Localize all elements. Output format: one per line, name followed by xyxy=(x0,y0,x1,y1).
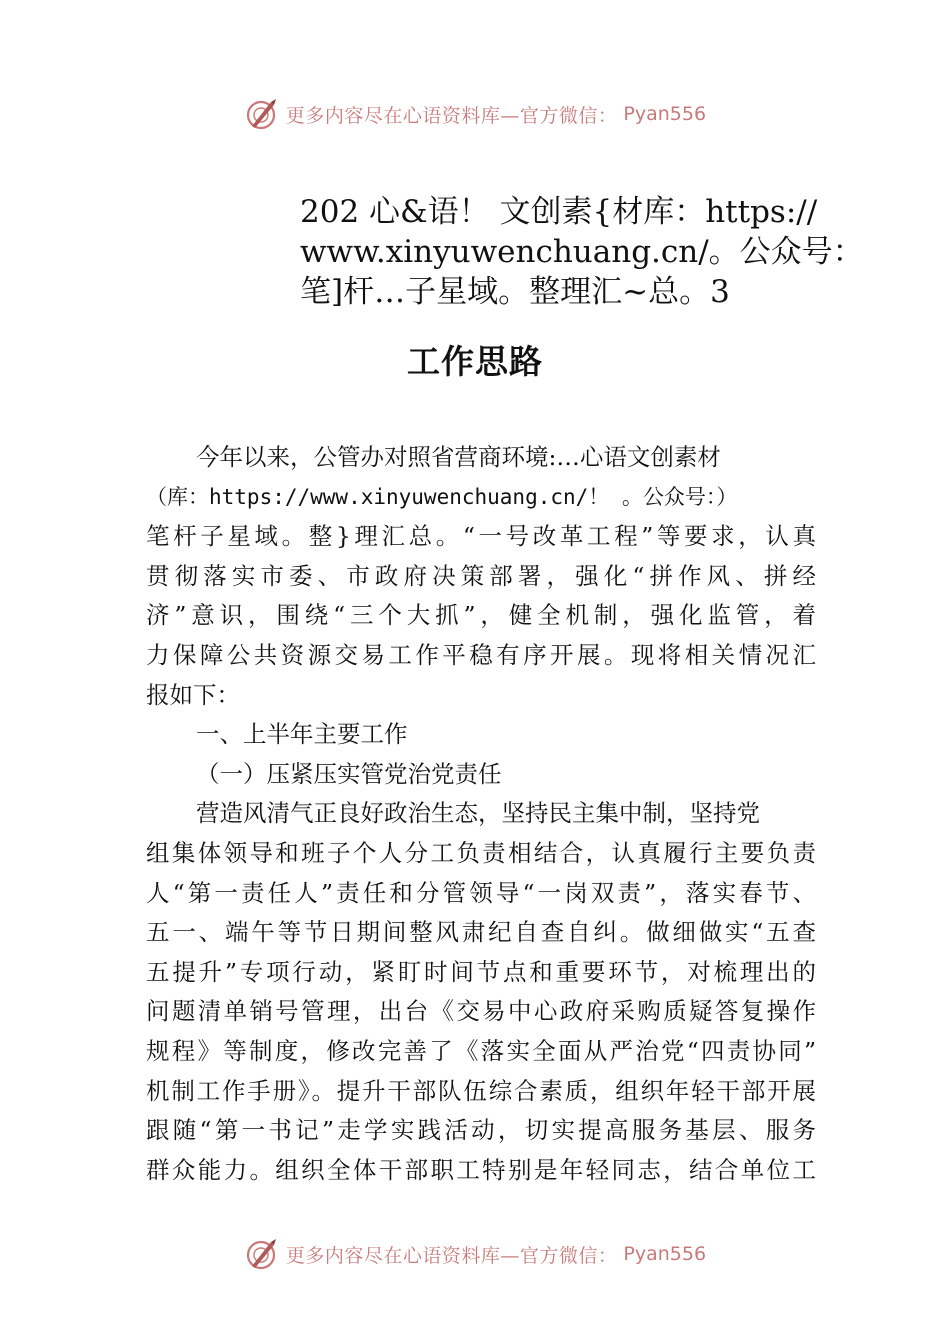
top-watermark-banner xyxy=(0,94,950,134)
banner-slogan: 更多内容尽在心语资料库—官方微信： xyxy=(285,1244,618,1267)
pen-logo-icon xyxy=(244,1236,280,1272)
body-line: （库：https://www.xinyuwenchuang.cn/！ 。公众号：） xyxy=(146,484,738,509)
document-body xyxy=(146,438,816,1190)
body-line: 五提升”专项行动，紧盯时间节点和重要环节，对梳理出的 xyxy=(146,957,816,986)
pen-logo-icon xyxy=(244,96,280,132)
document-title: 工作思路 xyxy=(407,342,543,381)
body-line: 五一、端午等节日期间整风肃纪自查自纠。做细做实“五查 xyxy=(146,918,816,947)
section-heading: 一、上半年主要工作 xyxy=(196,720,408,749)
body-line: 营造风清气正良好政治生态，坚持民主集中制，坚持党 xyxy=(196,799,760,828)
body-line: 贯彻落实市委、市政府决策部署，强化“拼作风、拼经 xyxy=(146,561,816,590)
body-line: 报如下： xyxy=(146,680,240,709)
body-line: 今年以来，公管办对照省营商环境:…心语文创素材 xyxy=(196,443,721,471)
header-line: 笔]杆…子星域。整理汇~总。3 xyxy=(300,274,730,310)
banner-wechat-id: Pyan556 xyxy=(623,103,707,125)
bottom-watermark-banner xyxy=(0,1234,950,1274)
document-header xyxy=(300,192,864,312)
body-line: 群众能力。组织全体干部职工特别是年轻同志，结合单位工 xyxy=(146,1155,816,1184)
body-line: 济”意识，围绕“三个大抓”，健全机制，强化监管，着 xyxy=(146,601,816,630)
header-line: www.xinyuwenchuang.cn/。公众号： xyxy=(300,234,864,270)
body-line: 问题清单销号管理，出台《交易中心政府采购质疑答复操作 xyxy=(146,997,816,1026)
body-line: 力保障公共资源交易工作平稳有序开展。现将相关情况汇 xyxy=(146,640,816,669)
body-line: 人“第一责任人”责任和分管领导“一岗双责”，落实春节、 xyxy=(146,878,816,907)
body-line: 笔杆子星域。整}理汇总。“一号改革工程”等要求，认真 xyxy=(146,522,816,551)
body-line: 组集体领导和班子个人分工负责相结合，认真履行主要负责 xyxy=(146,838,816,867)
banner-slogan: 更多内容尽在心语资料库—官方微信： xyxy=(285,104,618,127)
body-line: 机制工作手册》。提升干部队伍综合素质，组织年轻干部开展 xyxy=(146,1076,816,1105)
header-line: 202 心&语！ 文创素{材库：https:// xyxy=(300,194,818,230)
body-line: 跟随“第一书记”走学实践活动，切实提高服务基层、服务 xyxy=(146,1116,816,1145)
banner-wechat-id: Pyan556 xyxy=(623,1243,707,1265)
subsection-heading: （一）压紧压实管党治党责任 xyxy=(196,759,502,788)
body-line: 规程》等制度，修改完善了《落实全面从严治党“四责协同” xyxy=(146,1036,816,1065)
